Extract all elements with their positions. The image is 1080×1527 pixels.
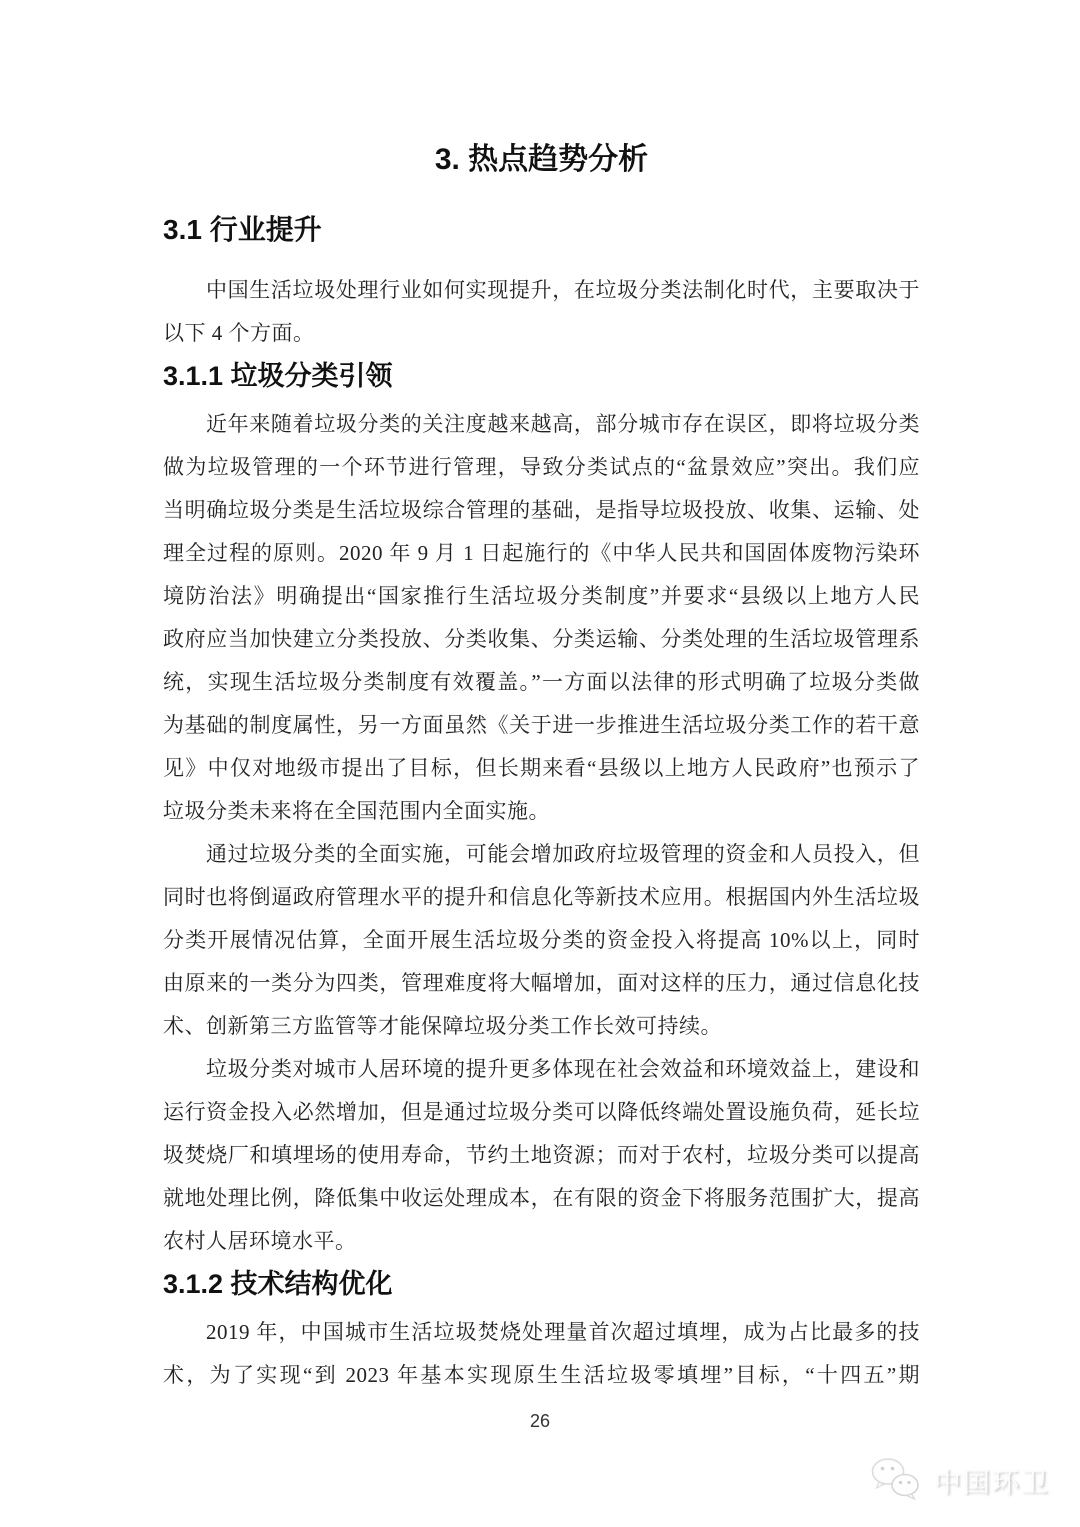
paragraph-line: 做为垃圾管理的一个环节进行管理，导致分类试点的“盆景效应”突出。我们应 [163,455,920,479]
paragraph [163,833,920,1048]
paragraph-line: 以下 4 个方面。 [163,321,315,345]
paragraph-line: 中国生活垃圾处理行业如何实现提升，在垃圾分类法制化时代，主要取决于 [206,278,920,302]
watermark [870,1457,1050,1503]
section-heading: 3.1.1 垃圾分类引领 [163,361,393,391]
watermark-label: 中国环卫 [934,1467,1050,1498]
section-heading: 3.1.2 技术结构优化 [163,1269,393,1299]
paragraph-line: 近年来随着垃圾分类的关注度越来越高，部分城市存在误区，即将垃圾分类 [206,412,920,436]
paragraph-line: 圾焚烧厂和填埋场的使用寿命，节约土地资源；而对于农村，垃圾分类可以提高 [163,1143,920,1167]
paragraph-line: 运行资金投入必然增加，但是通过垃圾分类可以降低终端处置设施负荷，延长垃 [163,1100,920,1124]
paragraph-line: 垃圾分类对城市人居环境的提升更多体现在社会效益和环境效益上，建设和 [206,1057,920,1081]
paragraph-line: 同时也将倒逼政府管理水平的提升和信息化等新技术应用。根据国内外生活垃圾 [163,885,920,909]
paragraph-line: 由原来的一类分为四类，管理难度将大幅增加，面对这样的压力，通过信息化技 [163,971,920,995]
wechat-icon [870,1457,922,1503]
paragraph-line: 术，为了实现“到 2023 年基本实现原生生活垃圾零填埋”目标，“十四五”期 [163,1363,920,1387]
paragraph-line: 术、创新第三方监管等才能保障垃圾分类工作长效可持续。 [163,1014,722,1038]
paragraph-line: 统，实现生活垃圾分类制度有效覆盖。”一方面以法律的形式明确了垃圾分类做 [163,670,920,694]
paragraph [163,1311,920,1397]
paragraph-line: 当明确垃圾分类是生活垃圾综合管理的基础，是指导垃圾投放、收集、运输、处 [163,498,920,522]
paragraph-line: 2019 年，中国城市生活垃圾焚烧处理量首次超过填埋，成为占比最多的技 [206,1320,920,1344]
paragraph-line: 就地处理比例，降低集中收运处理成本，在有限的资金下将服务范围扩大，提高 [163,1186,920,1210]
paragraph-line: 境防治法》明确提出“国家推行生活垃圾分类制度”并要求“县级以上地方人民 [163,584,920,608]
paragraph-line: 为基础的制度属性，另一方面虽然《关于进一步推进生活垃圾分类工作的若干意 [163,713,920,737]
paragraph-line: 政府应当加快建立分类投放、分类收集、分类运输、分类处理的生活垃圾管理系 [163,627,920,651]
paragraph [163,1048,920,1263]
paragraph-line: 见》中仅对地级市提出了目标，但长期来看“县级以上地方人民政府”也预示了 [163,756,920,780]
section-heading: 3.1 行业提升 [163,214,322,245]
paragraph-line: 垃圾分类未来将在全国范围内全面实施。 [163,799,550,823]
paragraph-line: 通过垃圾分类的全面实施，可能会增加政府垃圾管理的资金和人员投入，但 [206,842,920,866]
paragraph-line: 农村人居环境水平。 [163,1229,357,1253]
paragraph-line: 理全过程的原则。2020 年 9 月 1 日起施行的《中华人民共和国固体废物污染环 [163,541,920,565]
page-title: 3. 热点趋势分析 [434,143,649,176]
paragraph [163,403,920,833]
paragraph-line: 分类开展情况估算，全面开展生活垃圾分类的资金投入将提高 10%以上，同时 [163,928,920,952]
paragraph [163,269,920,355]
document-content [163,143,920,1397]
page-number: 26 [529,1411,551,1431]
